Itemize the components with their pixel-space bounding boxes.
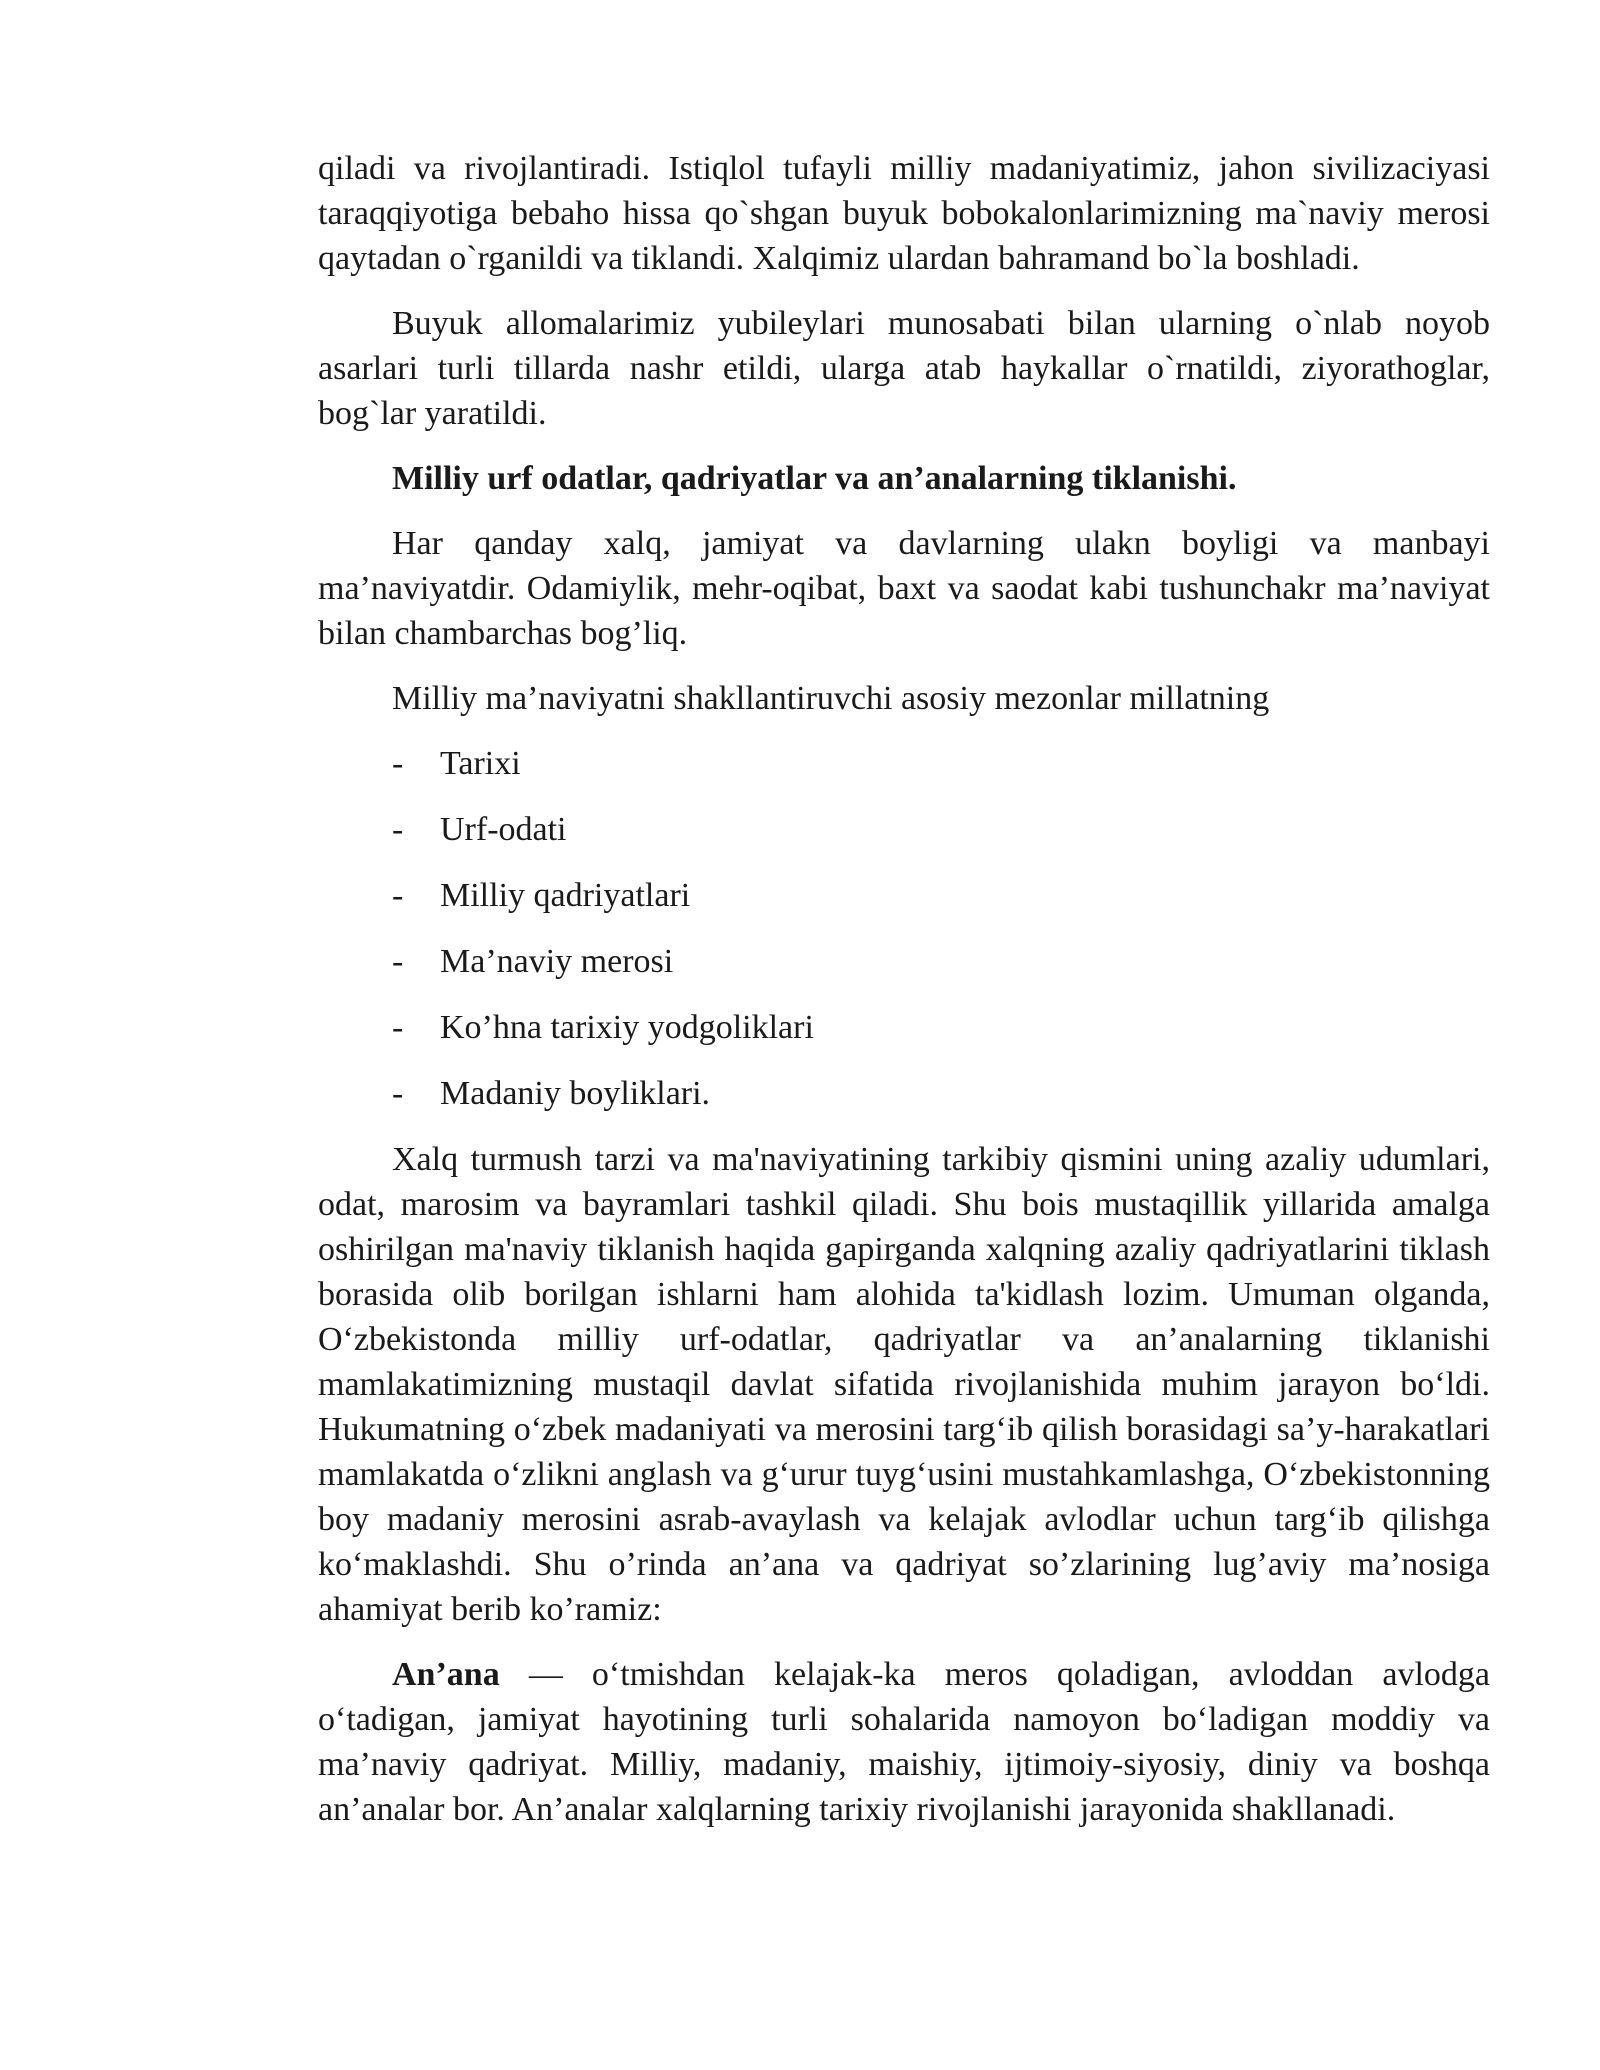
definition-text: — o‘tmishdan kelajak-ka meros qoladigan, avloddan avlodga o‘tadigan, jamiyat hayotining turli sohalarida namoyon bo‘ladigan moddiy va ma’naviy qadriyat. Milliy, madaniy, maishiy, ijtimoiy-siyosiy, diniy va boshqa an’analar bor. An’analar xalqlarning tarixiy rivojlanishi jarayonida shakllanadi. — [318, 1656, 1490, 1828]
paragraph-3: Har qanday xalq, jamiyat va davlarning ulakn boyligi va manbayi ma’naviyatdir. Odamiylik, mehr-oqibat, baxt va saodat kabi tushunchakr ma’naviyat bilan chambarchas bog’liq. — [318, 525, 1490, 652]
paragraph-2: Buyuk allomalarimiz yubileylari munosabati bilan ularning o`nlab noyob asarlari turli tillarda nashr etildi, ularga atab haykallar o`rnatildi, ziyorathoglar, bog`lar yaratildi. — [318, 305, 1490, 432]
list-item-text: Milliy qadriyatlari — [440, 877, 691, 914]
list-item — [318, 741, 1490, 786]
list-item-text: Madaniy boyliklari. — [440, 1075, 711, 1112]
list-item-text: Ma’naviy merosi — [440, 943, 674, 980]
section-heading: Milliy urf odatlar, qadriyatlar va an’analarning tiklanishi. — [392, 460, 1237, 497]
paragraph-1: qiladi va rivojlantiradi. Istiqlol tufayli milliy madaniyatimiz, jahon sivilizaciyasi taraqqiyotiga bebaho hissa qo`shgan buyuk bobokalonlarimizning ma`naviy merosi qaytadan o`rganildi va tiklandi. Xalqimiz ulardan bahramand bo`la boshladi. — [318, 150, 1490, 277]
list-item-text: Ko’hna tarixiy yodgoliklari — [440, 1009, 814, 1046]
list-item — [318, 873, 1490, 918]
list-item — [318, 807, 1490, 852]
list-dash: - — [392, 943, 404, 980]
term-anana: An’ana — [392, 1656, 500, 1693]
criteria-list — [318, 741, 1490, 1116]
paragraph-4: Milliy ma’naviyatni shakllantiruvchi asosiy mezonlar millatning — [392, 680, 1270, 717]
paragraph-5: Xalq turmush tarzi va ma'naviyatining tarkibiy qismini uning azaliy udumlari, odat, marosim va bayramlari tashkil qiladi. Shu bois mustaqillik yillarida amalga oshirilgan ma'naviy tiklanish haqida gapirganda xalqning azaliy qadriyatlarini tiklash borasida olib borilgan ishlarni ham alohida ta'kidlash lozim. Umuman olganda, O‘zbekistonda milliy urf-odatlar, qadriyatlar va an’analarning tiklanishi mamlakatimizning mustaqil davlat sifatida rivojlanishida muhim jarayon bo‘ldi. Hukumatning o‘zbek madaniyati va merosini targ‘ib qilish borasidagi sa’y-harakatlari mamlakatda o‘zlikni anglash va g‘urur tuyg‘usini mustahkamlashga, O‘zbekistonning boy madaniy merosini asrab-avaylash va kelajak avlodlar uchun targ‘ib qilishga ko‘maklashdi. Shu o’rinda an’ana va qadriyat so’zlarining lug’aviy ma’nosiga ahamiyat berib ko’ramiz: — [318, 1141, 1490, 1628]
list-item-text: Urf-odati — [440, 811, 567, 848]
list-dash: - — [392, 1009, 404, 1046]
list-item-text: Tarixi — [440, 745, 521, 782]
list-item — [318, 1071, 1490, 1116]
list-dash: - — [392, 811, 404, 848]
paragraph-6 — [318, 1652, 1490, 1832]
list-dash: - — [392, 1075, 404, 1112]
document-page — [318, 146, 1490, 1852]
list-dash: - — [392, 877, 404, 914]
list-item — [318, 939, 1490, 984]
list-dash: - — [392, 745, 404, 782]
list-item — [318, 1005, 1490, 1050]
